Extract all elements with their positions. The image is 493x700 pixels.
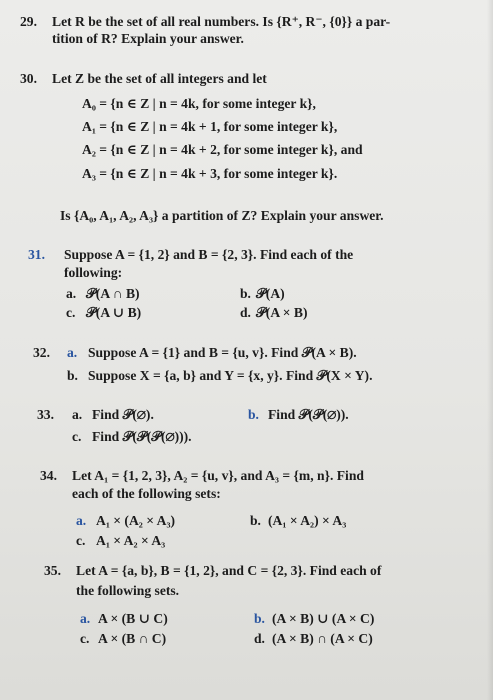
problem-33a: Find 𝒫(∅). bbox=[92, 407, 154, 422]
set-a0-definition: A₀ = {n ∈ Z | n = 4k, for some integer k}, bbox=[82, 96, 316, 111]
part-label: c. bbox=[80, 631, 90, 646]
problem-31c: 𝒫(A ∪ B) bbox=[86, 305, 142, 320]
part-label: a. bbox=[67, 345, 78, 360]
problem-31-number: 31. bbox=[28, 247, 45, 262]
problem-30-intro: Let Z be the set of all integers and let bbox=[52, 71, 267, 86]
part-label: b. bbox=[250, 513, 261, 528]
part-label: a. bbox=[72, 407, 83, 422]
part-label: b. bbox=[248, 407, 259, 422]
part-label: b. bbox=[67, 368, 78, 383]
part-label: b. bbox=[240, 286, 251, 301]
problem-31-line1: Suppose A = {1, 2} and B = {2, 3}. Find each of the bbox=[64, 247, 354, 262]
set-a3-definition: A₃ = {n ∈ Z | n = 4k + 3, for some integer k}. bbox=[82, 166, 338, 181]
problem-29-number: 29. bbox=[20, 14, 37, 29]
problem-31b: 𝒫(A) bbox=[256, 286, 285, 301]
part-label: d. bbox=[240, 305, 251, 320]
part-label: d. bbox=[254, 631, 265, 646]
problem-35c: A × (B ∩ C) bbox=[98, 631, 167, 646]
problem-33c: Find 𝒫(𝒫(𝒫(∅))). bbox=[92, 429, 192, 444]
problem-35b: (A × B) ∪ (A × C) bbox=[272, 611, 375, 626]
problem-34-line2: each of the following sets: bbox=[72, 486, 221, 501]
part-label: a. bbox=[76, 513, 87, 528]
problem-34b: (A₁ × A₂) × A₃ bbox=[268, 513, 347, 528]
problem-29-line2: tition of R? Explain your answer. bbox=[52, 31, 244, 46]
problem-35-line1: Let A = {a, b}, B = {1, 2}, and C = {2, 3}. Find each of bbox=[76, 563, 382, 578]
part-label: c. bbox=[76, 533, 86, 548]
problem-34-line1: Let A₁ = {1, 2, 3}, A₂ = {u, v}, and A₃ = {m, n}. Find bbox=[72, 468, 364, 483]
page-edge-shadow bbox=[487, 0, 493, 700]
problem-32b: Suppose X = {a, b} and Y = {x, y}. Find 𝒫(X × Y). bbox=[88, 368, 373, 383]
problem-30-question: Is {A₀, A₁, A₂, A₃} a partition of Z? Explain your answer. bbox=[60, 208, 384, 223]
problem-33-number: 33. bbox=[37, 407, 54, 422]
part-label: c. bbox=[72, 429, 82, 444]
problem-34a: A₁ × (A₂ × A₃) bbox=[96, 513, 176, 528]
problem-34c: A₁ × A₂ × A₃ bbox=[96, 533, 166, 548]
problem-31d: 𝒫(A × B) bbox=[256, 305, 308, 320]
set-a1-definition: A₁ = {n ∈ Z | n = 4k + 1, for some integer k}, bbox=[82, 119, 338, 134]
part-label: a. bbox=[66, 286, 77, 301]
problem-35a: A × (B ∪ C) bbox=[98, 611, 168, 626]
problem-33b: Find 𝒫(𝒫(∅)). bbox=[268, 407, 349, 422]
problem-32-number: 32. bbox=[33, 345, 50, 360]
problem-31-line2: following: bbox=[64, 265, 123, 280]
part-label: c. bbox=[66, 305, 76, 320]
problem-30-number: 30. bbox=[20, 71, 37, 86]
problem-35-line2: the following sets. bbox=[76, 583, 180, 598]
problem-29-line1: Let R be the set of all real numbers. Is {R⁺, R⁻, {0}} a par- bbox=[52, 14, 391, 29]
problem-32a: Suppose A = {1} and B = {u, v}. Find 𝒫(A × B). bbox=[88, 345, 357, 360]
part-label: b. bbox=[254, 611, 265, 626]
problem-35-number: 35. bbox=[44, 563, 61, 578]
problem-35d: (A × B) ∩ (A × C) bbox=[272, 631, 373, 646]
problem-34-number: 34. bbox=[40, 468, 57, 483]
set-a2-definition: A₂ = {n ∈ Z | n = 4k + 2, for some integer k}, and bbox=[82, 142, 363, 157]
problem-31a: 𝒫(A ∩ B) bbox=[86, 286, 140, 301]
part-label: a. bbox=[80, 611, 91, 626]
